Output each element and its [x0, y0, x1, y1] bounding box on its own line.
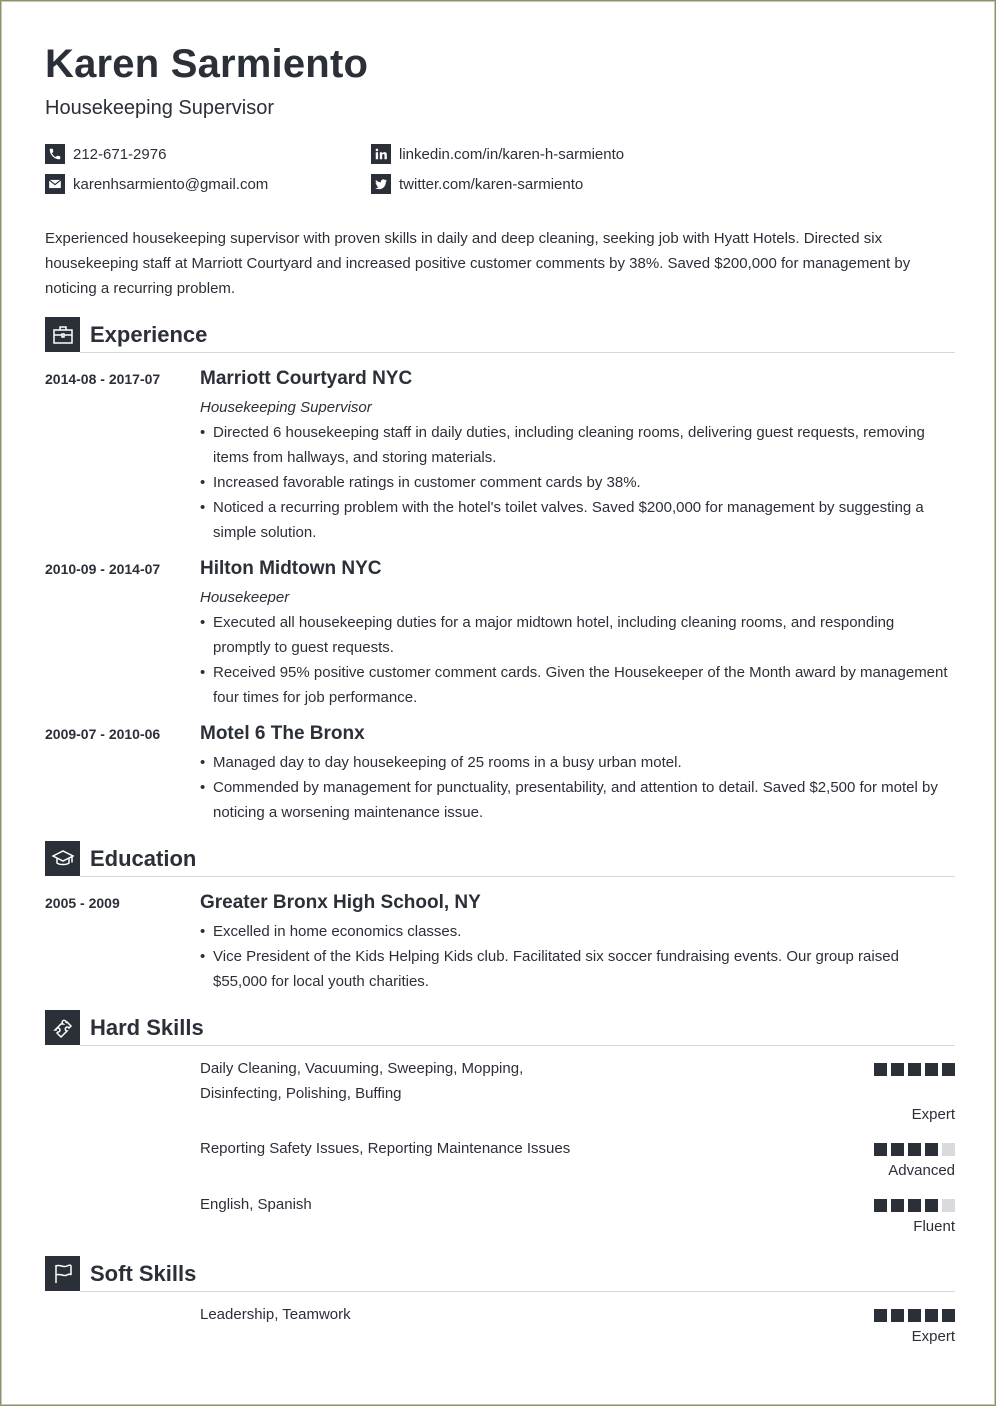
education-title: Education	[90, 846, 197, 871]
experience-bullet: • Received 95% positive customer comment cards. Given the Housekeeper of the Month award by management four times for job performance.	[200, 660, 955, 710]
rating-square-filled	[942, 1063, 955, 1076]
candidate-name: Karen Sarmiento	[45, 42, 369, 86]
skill-level: Expert	[911, 1106, 955, 1123]
rating-square-filled	[874, 1063, 887, 1076]
twitter-icon	[371, 174, 391, 194]
rating-square-empty	[942, 1143, 955, 1156]
rating-square-filled	[925, 1199, 938, 1212]
contact-phone	[45, 144, 166, 164]
rating-square-filled	[891, 1063, 904, 1076]
contact-email	[45, 174, 268, 194]
rating-square-filled	[942, 1309, 955, 1322]
experience-role: Housekeeping Supervisor	[200, 399, 372, 416]
skill-level: Fluent	[913, 1218, 955, 1235]
education-bullet: • Vice President of the Kids Helping Kids club. Facilitated six soccer fundraising events. Our group raised $55,000 for local youth charities.	[200, 944, 955, 994]
summary-text: Experienced housekeeping supervisor with proven skills in daily and deep cleaning, seeking job with Hyatt Hotels. Directed six housekeeping staff at Marriott Courtyard and increased positive customer comments by 38%. Saved $200,000 for management by noticing a recurring problem.	[45, 230, 911, 297]
hard-skills-title: Hard Skills	[90, 1015, 204, 1040]
contact-linkedin	[371, 144, 624, 164]
puzzle-piece-icon	[45, 1010, 80, 1045]
skill-name: Daily Cleaning, Vacuuming, Sweeping, Mopping, Disinfecting, Polishing, Buffing	[200, 1060, 524, 1102]
experience-bullets	[200, 750, 955, 825]
linkedin-icon	[371, 144, 391, 164]
experience-bullet: • Managed day to day housekeeping of 25 rooms in a busy urban motel.	[200, 750, 955, 775]
experience-bullets	[200, 610, 955, 710]
skill-rating	[874, 1063, 955, 1076]
education-date: 2005 - 2009	[45, 895, 120, 911]
experience-date: 2009-07 - 2010-06	[45, 726, 161, 742]
skill-name: Leadership, Teamwork	[200, 1306, 351, 1323]
flag-icon	[45, 1256, 80, 1291]
experience-role: Housekeeper	[200, 589, 290, 606]
education-section-header	[45, 841, 955, 877]
contact-twitter	[371, 174, 583, 194]
graduation-cap-icon	[45, 841, 80, 876]
rating-square-filled	[925, 1309, 938, 1322]
briefcase-icon	[45, 317, 80, 352]
rating-square-filled	[925, 1143, 938, 1156]
phone-icon	[45, 144, 65, 164]
rating-square-filled	[908, 1143, 921, 1156]
email-icon	[45, 174, 65, 194]
skill-row	[200, 1056, 955, 1126]
twitter-text[interactable]: twitter.com/karen-sarmiento	[399, 175, 584, 193]
experience-divider	[80, 352, 955, 353]
education-divider	[80, 876, 955, 877]
rating-square-filled	[891, 1199, 904, 1212]
experience-org: Hilton Midtown NYC	[200, 558, 382, 579]
experience-bullet: • Commended by management for punctuality, presentability, and attention to detail. Saved $2,500 for motel by noticing a worsening maintenance issue.	[200, 775, 955, 825]
experience-org: Marriott Courtyard NYC	[200, 368, 413, 389]
skill-row	[200, 1302, 955, 1348]
experience-bullets	[200, 420, 955, 545]
experience-org: Motel 6 The Bronx	[200, 723, 365, 744]
rating-square-filled	[925, 1063, 938, 1076]
rating-square-filled	[874, 1199, 887, 1212]
skill-row	[200, 1136, 955, 1182]
rating-square-filled	[891, 1309, 904, 1322]
rating-square-filled	[908, 1199, 921, 1212]
email-text[interactable]: karenhsarmiento@gmail.com	[73, 175, 269, 193]
experience-date: 2010-09 - 2014-07	[45, 561, 161, 577]
skill-name: Reporting Safety Issues, Reporting Maintenance Issues	[200, 1140, 571, 1157]
rating-square-filled	[908, 1063, 921, 1076]
rating-square-filled	[908, 1309, 921, 1322]
experience-bullet: • Increased favorable ratings in customer comment cards by 38%.	[200, 470, 955, 495]
education-bullets	[200, 919, 955, 994]
rating-square-filled	[891, 1143, 904, 1156]
skill-rating	[874, 1309, 955, 1322]
skill-rating	[874, 1143, 955, 1156]
skill-level: Expert	[911, 1328, 955, 1345]
phone-text: 212-671-2976	[73, 145, 167, 163]
education-school: Greater Bronx High School, NY	[200, 892, 481, 913]
rating-square-filled	[874, 1143, 887, 1156]
experience-section-header	[45, 317, 955, 353]
skill-name: English, Spanish	[200, 1196, 312, 1213]
rating-square-empty	[942, 1199, 955, 1212]
skill-level: Advanced	[888, 1162, 955, 1179]
experience-date: 2014-08 - 2017-07	[45, 371, 161, 387]
hard-skills-section-header	[45, 1010, 955, 1046]
experience-bullet: • Executed all housekeeping duties for a major midtown hotel, including cleaning rooms, and responding promptly to guest requests.	[200, 610, 955, 660]
skill-row	[200, 1192, 955, 1238]
experience-bullet: • Noticed a recurring problem with the hotel's toilet valves. Saved $200,000 for management by suggesting a simple solution.	[200, 495, 955, 545]
linkedin-text[interactable]: linkedin.com/in/karen-h-sarmiento	[399, 145, 625, 163]
soft-skills-section-header	[45, 1256, 955, 1292]
education-bullet: • Excelled in home economics classes.	[200, 919, 955, 944]
soft-skills-title: Soft Skills	[90, 1261, 197, 1286]
experience-bullet: • Directed 6 housekeeping staff in daily duties, including cleaning rooms, delivering guest requests, removing items from hallways, and storing materials.	[200, 420, 955, 470]
candidate-title: Housekeeping Supervisor	[45, 97, 275, 119]
soft-skills-divider	[80, 1291, 955, 1292]
rating-square-filled	[874, 1309, 887, 1322]
skill-rating	[874, 1199, 955, 1212]
hard-skills-divider	[80, 1045, 955, 1046]
experience-title: Experience	[90, 322, 208, 347]
